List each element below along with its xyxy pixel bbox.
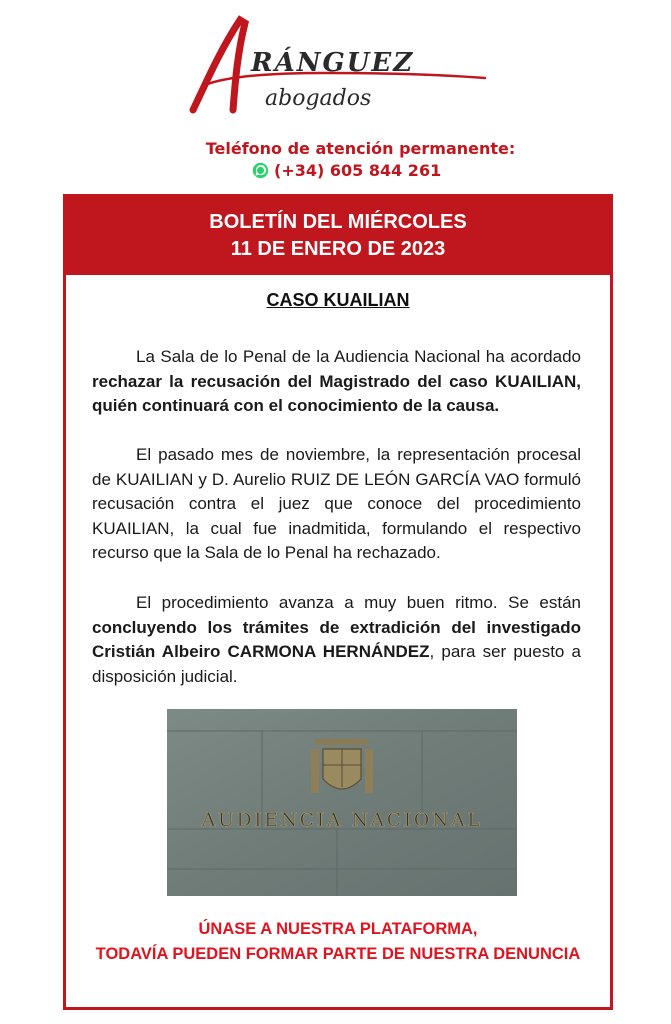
- cta-line-1: ÚNASE A NUESTRA PLATAFORMA,: [198, 920, 478, 938]
- p3-end: , para ser puesto a disposición judicial.: [92, 642, 581, 686]
- audiencia-nacional-photo: [167, 709, 517, 896]
- logo-brand-text: RÁNGUEZ: [251, 48, 415, 78]
- whatsapp-icon: [252, 162, 269, 179]
- paragraph-3: [92, 591, 581, 689]
- case-title: CASO KUAILIAN: [266, 290, 410, 310]
- paragraph-1: [92, 345, 581, 419]
- p3-bold: concluyendo los trámites de extradición del investigado Cristián Albeiro CARMONA HERNÁNDEZ: [92, 617, 581, 661]
- contact-phone-line[interactable]: [252, 159, 441, 181]
- contact-phone[interactable]: (+34) 605 844 261: [274, 160, 442, 180]
- contact-label: Teléfono de atención permanente:: [205, 139, 516, 158]
- bulletin-frame: [63, 194, 613, 1010]
- sign-text: AUDIENCIA NACIONAL: [201, 809, 483, 831]
- p2-text: El pasado mes de noviembre, la representación procesal de KUAILIAN y D. Aurelio RUIZ DE LEÓN GARCÍA VAO formuló recusación contra el juez que conoce del procedimiento KUAILIAN, la cual fue inadmitida, formulando el respectivo recurso que la Sala de lo Penal ha rechazado.: [92, 445, 581, 562]
- logo-subtitle-text: abogados: [265, 86, 372, 111]
- bulletin-banner: [66, 197, 610, 275]
- banner-line-2: 11 DE ENERO DE 2023: [230, 238, 446, 260]
- aranguez-logo: [185, 15, 490, 120]
- p3-text: El procedimiento avanza a muy buen ritmo. Se están: [136, 593, 581, 612]
- logo: [185, 15, 490, 120]
- paragraph-2: [92, 443, 581, 566]
- p1-bold: rechazar la recusación del Magistrado del caso KUAILIAN, quién continuará con el conocimiento de la causa.: [92, 371, 581, 415]
- p1-text: La Sala de lo Penal de la Audiencia Nacional ha acordado: [136, 347, 581, 366]
- banner-line-1: BOLETÍN DEL MIÉRCOLES: [209, 211, 467, 233]
- call-to-action: [66, 917, 610, 967]
- cta-line-2: TODAVÍA PUEDEN FORMAR PARTE DE NUESTRA DENUNCIA: [95, 945, 581, 963]
